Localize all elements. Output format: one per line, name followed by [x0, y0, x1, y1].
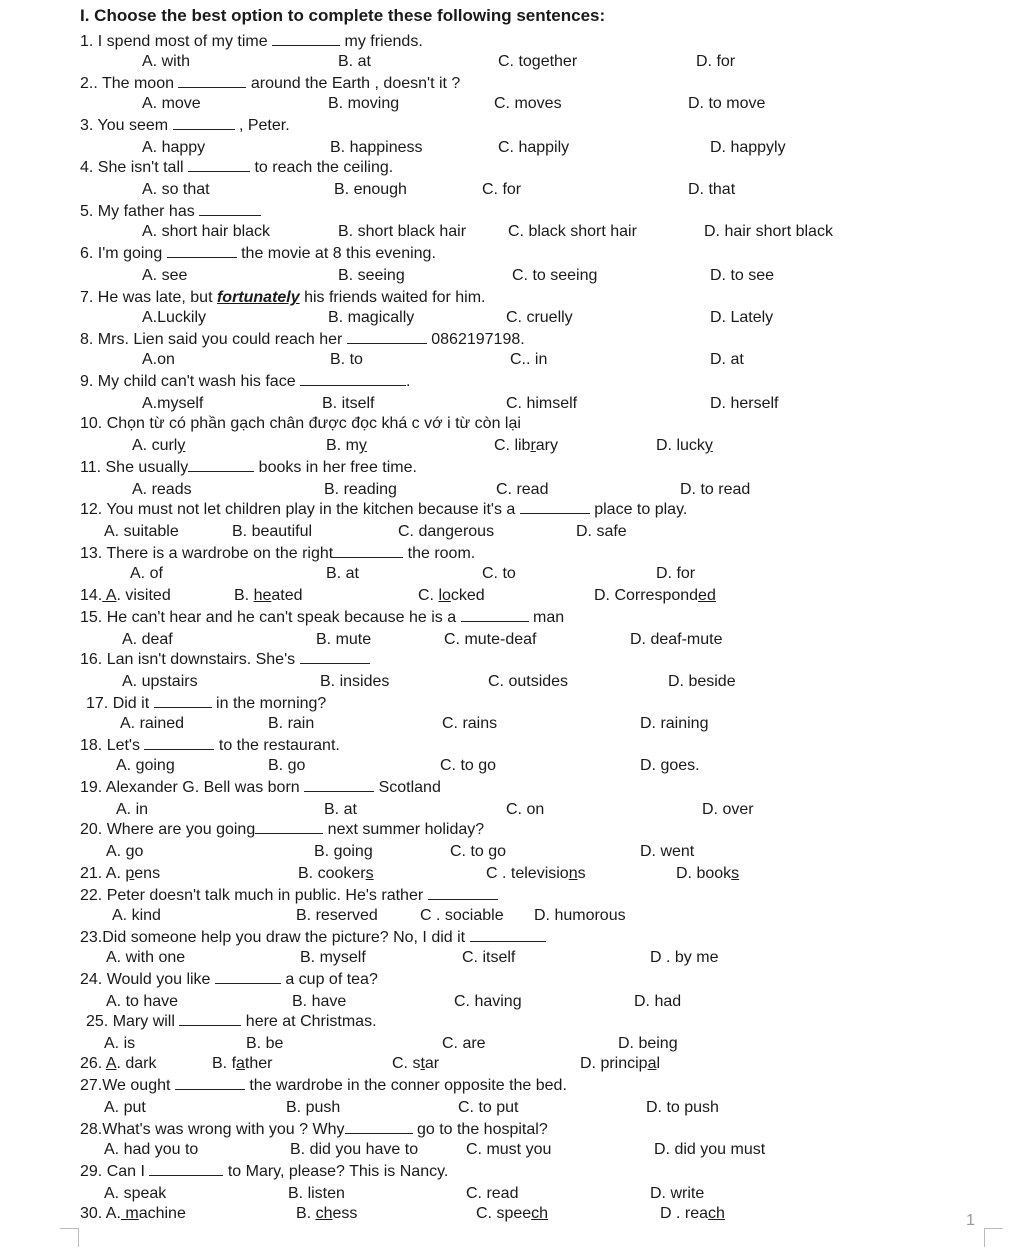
answer-option: D. for [656, 565, 696, 582]
answer-option: B. push [286, 1099, 341, 1116]
underlined-letters: r [530, 437, 536, 454]
answer-option: D. hair short black [704, 223, 833, 240]
question-stem: 24. Would you like [80, 971, 215, 988]
answer-blank [154, 694, 212, 708]
answer-blank [333, 544, 403, 558]
answer-blank [300, 372, 406, 386]
answer-blank [188, 458, 254, 472]
answer-option: D. deaf-mute [630, 631, 723, 648]
answer-option: B. listen [288, 1185, 345, 1202]
answer-option: B. enough [334, 181, 407, 198]
answer-blank [255, 820, 323, 834]
answer-option: A. of [130, 565, 163, 582]
answer-option: A. go [106, 843, 144, 860]
question-text [80, 778, 441, 798]
answer-option: D. lucky [656, 437, 713, 454]
answer-option: B. beautiful [232, 523, 313, 540]
question-text [80, 74, 460, 94]
answer-option: B. rain [268, 715, 315, 732]
answer-blank [188, 158, 250, 172]
answer-option: C. to put [458, 1099, 519, 1116]
question-tail: the movie at 8 this evening. [236, 245, 436, 262]
answer-option: D . reach [660, 1205, 725, 1222]
answer-blank [300, 650, 370, 664]
answer-option: A. with [142, 53, 191, 70]
answer-option: C. read [496, 481, 549, 498]
question-tail: to the restaurant. [214, 737, 340, 754]
answer-option: C. himself [506, 395, 578, 412]
answer-option: B. to [330, 351, 363, 368]
answer-option: B. itself [322, 395, 375, 412]
answer-option: A. in [116, 801, 149, 818]
answer-option: D. Lately [710, 309, 774, 326]
underlined-letters: ch [531, 1205, 549, 1222]
answer-option: D. happyly [710, 139, 786, 156]
answer-option: A. see [142, 267, 188, 284]
answer-option: B. mute [316, 631, 372, 648]
underlined-word: fortunately [216, 289, 300, 306]
underlined-letters: s [365, 865, 374, 882]
answer-blank [173, 116, 235, 130]
answer-option: C. for [482, 181, 522, 198]
question-stem: 1. I spend most of my time [80, 33, 273, 50]
question-stem: 25. Mary will [86, 1013, 180, 1030]
question-tail: books in her free time. [254, 459, 417, 476]
underlined-letters: y [704, 437, 713, 454]
answer-option: D. books [676, 865, 740, 882]
answer-blank [461, 608, 529, 622]
answer-option: A. move [142, 95, 201, 112]
question-stem: 6. I'm going [80, 245, 167, 262]
question-text [80, 288, 486, 308]
answer-option: A. is [104, 1035, 136, 1052]
answer-option: C. to go [450, 843, 507, 860]
underlined-letters: lo [438, 587, 451, 604]
answer-blank [470, 928, 546, 942]
answer-option: B. be [246, 1035, 284, 1052]
answer-option: C. locked [418, 587, 485, 604]
answer-option: B. go [268, 757, 306, 774]
question-tail: next summer holiday? [323, 821, 485, 838]
answer-option: 14. A. visited [80, 587, 171, 604]
answer-option: B. reserved [296, 907, 378, 924]
underlined-letters: m [120, 1205, 139, 1222]
answer-blank [178, 74, 246, 88]
question-text [80, 736, 340, 756]
question-stem: 11. She usually [80, 459, 189, 476]
question-text [80, 500, 687, 520]
underlined-letters: n [568, 865, 578, 882]
underlined-letters: a [647, 1055, 657, 1072]
question-tail: the wardrobe in the conner opposite the bed. [244, 1077, 567, 1094]
question-tail: . [406, 373, 411, 390]
question-text [80, 1076, 567, 1096]
answer-blank [347, 330, 427, 344]
answer-option: C . sociable [420, 907, 504, 924]
answer-blank [304, 778, 374, 792]
answer-option: B. father [212, 1055, 273, 1072]
answer-option: C. having [454, 993, 522, 1010]
answer-option: D. being [618, 1035, 678, 1052]
underlined-letters: he [253, 587, 272, 604]
answer-option: C.. in [510, 351, 548, 368]
answer-option: D. principal [580, 1055, 661, 1072]
underlined-letters: y [358, 437, 367, 454]
question-text [80, 820, 484, 840]
answer-option: D. to see [710, 267, 775, 284]
answer-option: D. Corresponded [594, 587, 716, 604]
corner-mark-right [984, 1228, 1003, 1247]
answer-option: D. went [640, 843, 695, 860]
question-tail: , Peter. [234, 117, 290, 134]
question-stem: 13. There is a wardrobe on the right [80, 545, 334, 562]
question-stem: 2.. The moon [80, 75, 179, 92]
question-text [80, 886, 498, 906]
answer-option: B. short black hair [338, 223, 467, 240]
answer-option: B. my [326, 437, 367, 454]
question-stem: 20. Where are you going [80, 821, 256, 838]
answer-option: D. beside [668, 673, 736, 690]
answer-option: C. are [442, 1035, 486, 1052]
answer-option: D. goes. [640, 757, 700, 774]
answer-option: C. happily [498, 139, 570, 156]
answer-option: D. over [702, 801, 754, 818]
answer-option: D. for [696, 53, 736, 70]
answer-option: D. humorous [534, 907, 626, 924]
question-tail: in the morning? [211, 695, 327, 712]
question-stem: 17. Did it [86, 695, 154, 712]
answer-blank [179, 1012, 241, 1026]
answer-option: B. seeing [338, 267, 405, 284]
answer-option: C. read [466, 1185, 519, 1202]
answer-option: C. moves [494, 95, 562, 112]
answer-option: D. had [634, 993, 682, 1010]
answer-option: A. upstairs [122, 673, 198, 690]
answer-option: A. reads [132, 481, 192, 498]
question-text [80, 414, 521, 434]
question-text [80, 32, 423, 52]
answer-option: B. going [314, 843, 373, 860]
answer-option: D. at [710, 351, 744, 368]
answer-option: C. outsides [488, 673, 569, 690]
answer-option: C. to seeing [512, 267, 598, 284]
question-text [80, 330, 525, 350]
answer-option: C. must you [466, 1141, 552, 1158]
answer-option: B. happiness [330, 139, 423, 156]
question-stem: 22. Peter doesn't talk much in public. He's rather [80, 887, 428, 904]
question-text [80, 372, 411, 392]
question-text [86, 694, 326, 714]
answer-option: A. suitable [104, 523, 179, 540]
answer-option: B. chess [296, 1205, 358, 1222]
answer-blank [428, 886, 498, 900]
answer-option: C . televisions [486, 865, 586, 882]
answer-option: B. cookers [298, 865, 374, 882]
underlined-letters: p [125, 865, 135, 882]
answer-option: C. star [392, 1055, 440, 1072]
answer-option: 30. A. machine [80, 1205, 186, 1222]
question-text [80, 116, 290, 136]
question-tail: go to the hospital? [412, 1121, 548, 1138]
question-stem: 23.Did someone help you draw the picture? No, I did it [80, 929, 470, 946]
question-text [80, 244, 436, 264]
answer-option: C. black short hair [508, 223, 637, 240]
answer-option: A. deaf [122, 631, 173, 648]
answer-option: D. to push [646, 1099, 719, 1116]
question-stem: 15. He can't hear and he can't speak because he is a [80, 609, 461, 626]
answer-option: A. happy [142, 139, 206, 156]
question-tail: to Mary, please? This is Nancy. [223, 1163, 449, 1180]
answer-option: D. raining [640, 715, 709, 732]
question-stem: 3. You seem [80, 117, 173, 134]
answer-blank [272, 32, 340, 46]
question-tail: place to play. [589, 501, 688, 518]
answer-option: 26. A. dark [80, 1055, 157, 1072]
answer-option: D. did you must [654, 1141, 766, 1158]
answer-option: A.on [142, 351, 175, 368]
section-heading: I. Choose the best option to complete these following sentences: [80, 6, 606, 25]
underlined-letters: A [102, 587, 117, 604]
answer-option: B. magically [328, 309, 415, 326]
answer-option: C. rains [442, 715, 498, 732]
underlined-letters: y [177, 437, 186, 454]
question-text [80, 970, 378, 990]
answer-option: C. cruelly [506, 309, 573, 326]
answer-option: D . by me [650, 949, 719, 966]
question-stem: 16. Lan isn't downstairs. She's [80, 651, 300, 668]
answer-option: B. heated [234, 587, 303, 604]
answer-option: A.Luckily [142, 309, 207, 326]
answer-blank [149, 1162, 223, 1176]
answer-option: D. herself [710, 395, 779, 412]
answer-option: C. mute-deaf [444, 631, 537, 648]
answer-option: B. have [292, 993, 347, 1010]
answer-blank [345, 1120, 413, 1134]
answer-option: D. safe [576, 523, 627, 540]
question-stem: 28.What's was wrong with you ? Why [80, 1121, 345, 1138]
question-tail: here at Christmas. [241, 1013, 377, 1030]
answer-option: A. so that [142, 181, 210, 198]
answer-option: B. at [324, 801, 357, 818]
question-tail: Scotland [374, 779, 441, 796]
question-text [80, 650, 370, 670]
question-tail: to reach the ceiling. [250, 159, 394, 176]
question-text [80, 458, 417, 478]
answer-option: B. myself [300, 949, 366, 966]
question-text [80, 544, 475, 564]
answer-option: C. dangerous [398, 523, 495, 540]
answer-option: D. to move [688, 95, 766, 112]
question-tail: man [528, 609, 565, 626]
answer-option: A. had you to [104, 1141, 199, 1158]
underlined-letters: A [105, 1055, 117, 1072]
answer-option: B. did you have to [290, 1141, 419, 1158]
answer-option: C. to go [440, 757, 497, 774]
underlined-letters: s [731, 865, 740, 882]
question-stem: 19. Alexander G. Bell was born [80, 779, 305, 796]
question-stem: 5. My father has [80, 203, 200, 220]
answer-option: A.myself [142, 395, 204, 412]
answer-option: B. moving [328, 95, 400, 112]
answer-option: B. insides [320, 673, 390, 690]
question-tail: around the Earth , doesn't it ? [246, 75, 461, 92]
answer-option: C. to [482, 565, 516, 582]
question-text [80, 928, 546, 948]
answer-option: B. reading [324, 481, 397, 498]
answer-option: D. that [688, 181, 736, 198]
question-tail: a cup of tea? [280, 971, 378, 988]
answer-option: B. at [338, 53, 371, 70]
answer-option: C. together [498, 53, 578, 70]
underlined-letters: t [420, 1055, 425, 1072]
answer-option: C. on [506, 801, 545, 818]
question-text [80, 608, 564, 628]
answer-blank [199, 202, 261, 216]
answer-option: 21. A. pens [80, 865, 161, 882]
answer-blank [520, 500, 590, 514]
answer-blank [167, 244, 237, 258]
answer-option: C. speech [476, 1205, 549, 1222]
question-stem: 9. My child can't wash his face [80, 373, 301, 390]
answer-blank [144, 736, 214, 750]
question-text [80, 158, 393, 178]
question-stem: 7. He was late, but [80, 289, 217, 306]
question-stem: 12. You must not let children play in the kitchen because it's a [80, 501, 520, 518]
answer-option: A. short hair black [142, 223, 271, 240]
answer-blank [215, 970, 281, 984]
page-number: 1 [966, 1212, 975, 1229]
question-stem: 10. Chọn từ có phần gạch chân được đọc khá c vớ i từ còn lại [80, 415, 521, 432]
answer-option: B. at [326, 565, 359, 582]
answer-option: D. write [650, 1185, 705, 1202]
question-stem: 18. Let's [80, 737, 145, 754]
answer-option: C. itself [462, 949, 516, 966]
answer-option: D. to read [680, 481, 751, 498]
question-tail: the room. [403, 545, 476, 562]
answer-option: A. speak [104, 1185, 167, 1202]
answer-option: A. rained [120, 715, 185, 732]
answer-option: C. library [494, 437, 559, 454]
question-tail: 0862197198. [426, 331, 525, 348]
question-tail: my friends. [340, 33, 423, 50]
underlined-letters: ch [708, 1205, 725, 1222]
question-stem: 4. She isn't tall [80, 159, 188, 176]
answer-option: A. put [104, 1099, 146, 1116]
question-stem: 27.We ought [80, 1077, 175, 1094]
answer-option: A. with one [106, 949, 186, 966]
question-stem: 8. Mrs. Lien said you could reach her [80, 331, 347, 348]
question-text [80, 202, 261, 222]
question-stem: 29. Can I [80, 1163, 150, 1180]
answer-option: A. to have [106, 993, 179, 1010]
underlined-letters: ch [315, 1205, 333, 1222]
underlined-letters: ed [698, 587, 716, 604]
answer-option: A. going [116, 757, 175, 774]
answer-option: A. curly [132, 437, 186, 454]
underlined-letters: a [236, 1055, 245, 1072]
question-text [80, 1162, 448, 1182]
answer-option: A. kind [112, 907, 161, 924]
question-text [80, 1120, 548, 1140]
answer-blank [175, 1076, 245, 1090]
question-tail: his friends waited for him. [299, 289, 486, 306]
corner-mark-left [60, 1228, 79, 1247]
question-text [86, 1012, 377, 1032]
